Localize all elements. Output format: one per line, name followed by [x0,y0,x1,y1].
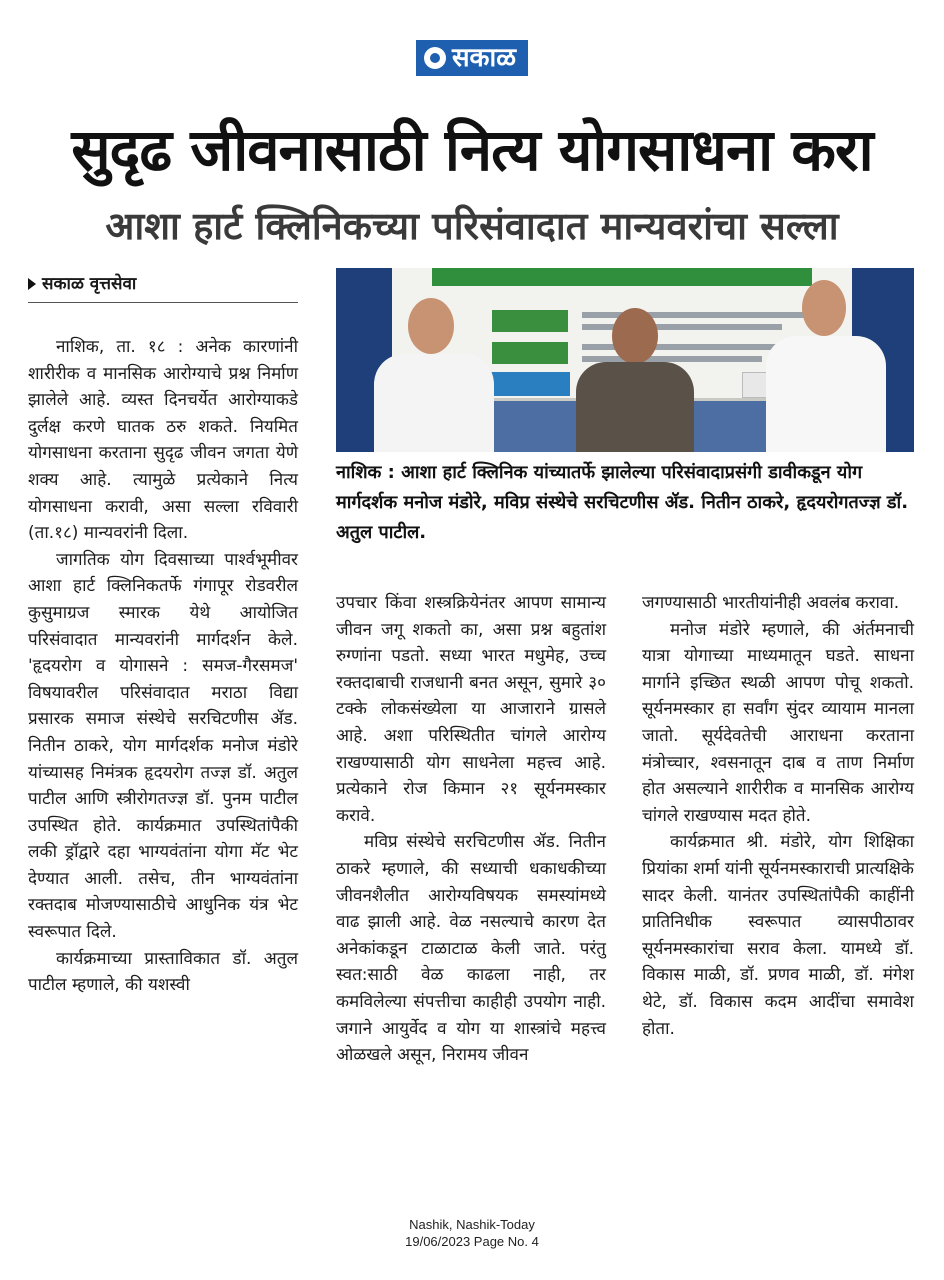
edition-label: Nashik, Nashik-Today [409,1217,535,1232]
byline-arrow-icon [28,278,36,290]
paragraph: मविप्र संस्थेचे सरचिटणीस ॲड. नितीन ठाकरे म्हणाले, की सध्याची धकाधकीच्या जीवनशैलीत आरोग्यविषयक समस्यांमध्ये वाढ झाली आहे. वेळ नसल्याचे कारण देत अनेकांकडून टाळाटाळ केली जाते. परंतु स्वत:साठी वेळ काढला नाही, तर कमविलेल्या संपत्तीचा काहीही उपयोग नाही. जगाने आयुर्वेद व योग या शास्त्रांचे महत्त्व ओळखले असून, निरामय जीवन [336,832,606,1066]
byline [28,272,298,303]
article-column-1 [28,334,298,999]
masthead [0,40,944,76]
event-photo [336,268,914,452]
sakal-logo [416,40,528,76]
person-center [556,268,716,452]
paragraph: कार्यक्रमात श्री. मंडोरे, योग शिक्षिका प्रियांका शर्मा यांनी सूर्यनमस्काराची प्रात्यक्षिके सादर केली. यानंतर उपस्थितांपैकी काहींनी प्रातिनिधीक स्वरूपात व्यासपीठावर सूर्यनमस्कारांचा सराव केला. यामध्ये डॉ. विकास माळी, डॉ. प्रणव माळी, डॉ. मंगेश थेटे, डॉ. विकास कदम आदींचा समावेश होता. [642,832,914,1039]
sakal-emblem-icon [424,47,446,69]
paragraph: मनोज मंडोरे म्हणाले, की अंर्तमनाची यात्रा योगाच्या माध्यमातून घडते. साधना मार्गाने इच्छित स्थळी आपण पोचू शकतो. सूर्यनमस्कार हा सर्वांग सुंदर व्यायाम मानला जातो. सूर्यदेवतेची आराधना करताना मंत्रोच्चार, श्वसनातून दाब व ताण निर्माण होत असल्याने शारीरीक व मानसिक आरोग्य चांगले राखण्यास मदत होते. [642,619,914,826]
headline: सुदृढ जीवनासाठी नित्य योगसाधना करा [71,116,873,184]
person-right [756,268,914,452]
paragraph: उपचार किंवा शस्त्रक्रियेनंतर आपण सामान्य जीवन जगू शकतो का, असा प्रश्न बहुतांश रुग्णांना पडतो. सध्या भारत मधुमेह, उच्च रक्तदाबाची राजधानी बनत असून, सुमारे ३० टक्के लोकसंख्येला या आजाराने ग्रासले आहे. अशा परिस्थितीत चांगले आरोग्य राखण्यासाठी योग साधनेला महत्त्व आहे. प्रत्येकाने रोज किमान २१ सूर्यनमस्कार करावे. [336,593,606,826]
byline-text: सकाळ वृत्तसेवा [42,274,137,294]
paragraph: जागतिक योग दिवसाच्या पार्श्वभूमीवर आशा हार्ट क्लिनिकतर्फे गंगापूर रोडवरील कुसुमाग्रज स्मारक येथे आयोजित परिसंवादात मान्यवरांनी मार्गदर्शन केले. 'हृदयरोग व योगासने : समज-गैरसमज' विषयावरील परिसंवादात मराठा विद्या प्रसारक समाज संस्थेचे सरचिटणीस ॲड. नितीन ठाकरे, योग मार्गदर्शक मनोज मंडोरे यांच्यासह निमंत्रक हृदयरोग तज्ज्ञ डॉ. अतुल पाटील आणि स्त्रीरोगतज्ज्ञ डॉ. पुनम पाटील उपस्थित होते. कार्यक्रमात उपस्थितांपैकी लकी ड्रॉद्वारे दहा भाग्यवंतांना योगा मॅट भेट देण्यात आली. तसेच, तीन भाग्यवंतांना रक्तदाब मोजण्यासाठीचे आधुनिक यंत्र भेट स्वरूपात दिले. [28,549,298,943]
person-left [356,268,516,452]
paragraph: कार्यक्रमाच्या प्रास्ताविकात डॉ. अतुल पाटील म्हणाले, की यशस्वी [28,948,298,996]
article-column-3 [642,590,914,1042]
article-column-2 [336,590,606,1069]
date-page-label: 19/06/2023 Page No. 4 [405,1234,539,1249]
subheadline: आशा हार्ट क्लिनिकच्या परिसंवादात मान्यवरांचा सल्ला [105,204,839,248]
paragraph: नाशिक, ता. १८ : अनेक कारणांनी शारीरीक व मानसिक आरोग्याचे प्रश्न निर्माण झालेले आहे. व्यस्त दिनचर्येत आरोग्याकडे दुर्लक्ष करणे घातक ठरु शकते. नियमित योगसाधना करताना सुदृढ जीवन जगता येणे शक्य आहे. त्यामुळे प्रत्येकाने नित्य योगसाधना करावी, असा सल्ला रविवारी (ता.१८) मान्यवरांनी दिला. [28,337,298,544]
logo-text: सकाळ [451,43,517,73]
photo-caption: नाशिक : आशा हार्ट क्लिनिक यांच्यातर्फे झालेल्या परिसंवादाप्रसंगी डावीकडून योग मार्गदर्शक मनोज मंडोरे, मविप्र संस्थेचे सरचिटणीस ॲड. नितीन ठाकरे, हृदयरोगतज्ज्ञ डॉ. अतुल पाटील. [336,462,909,543]
page-footer [0,1216,944,1250]
paragraph: जगण्यासाठी भारतीयांनीही अवलंब करावा. [642,593,900,613]
